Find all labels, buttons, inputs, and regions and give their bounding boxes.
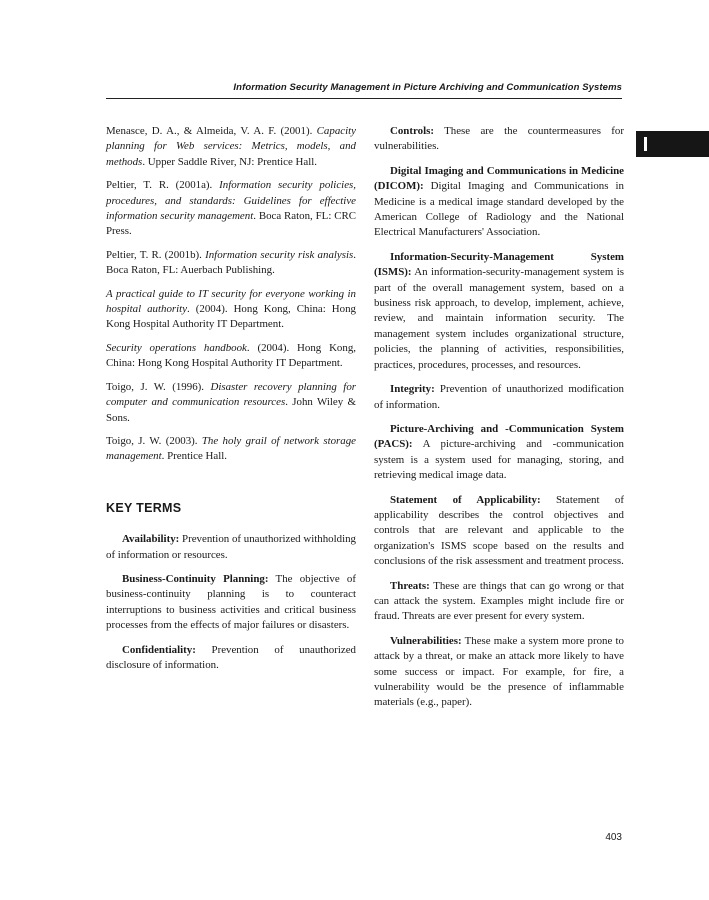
- reference-publisher: . (2004). Hong Kong, China: Hong Kong Hospital Authority IT Department.: [106, 341, 356, 370]
- term-name: Vulnerabilities:: [390, 634, 462, 647]
- key-term: [374, 124, 624, 155]
- term-name: Digital Imaging and Communications in Medicine (DICOM):: [374, 164, 624, 193]
- term-definition: Digital Imaging and Communications in Medicine is a medical image standard developed by the American College of Radiology and the National Electrical Manufacturers' Association.: [374, 180, 624, 239]
- reference-publisher: . John Wiley & Sons.: [106, 396, 356, 424]
- term-definition: An information-security-management system is part of the overall management system, based on a business risk approach, to develop, implement, achieve, review, and maintain information security. The management system includes organizational structure, policies, the planning of activities, responsibilities, practices, procedures, processes, and resources.: [374, 266, 624, 371]
- term-name: Confidentiality:: [122, 643, 196, 656]
- reference-publisher: . Boca Raton, FL: Auerbach Publishing.: [106, 248, 356, 277]
- reference-entry: [106, 124, 356, 170]
- term-definition: Prevention of unauthorized modification of information.: [374, 383, 624, 411]
- term-name: Threats:: [390, 579, 430, 592]
- reference-publisher: . Prentice Hall.: [161, 450, 227, 463]
- reference-entry: [106, 434, 356, 465]
- key-term: [374, 579, 624, 625]
- term-name: Statement of Applicability:: [390, 493, 541, 506]
- term-definition: Prevention of unauthorized withholding of information or resources.: [106, 533, 356, 561]
- key-term: [106, 572, 356, 634]
- reference-publisher: . (2004). Hong Kong, China: Hong Kong Hospital Authority IT Department.: [106, 303, 356, 331]
- term-definition: The objective of business-continuity planning is to counteract interruptions to business activities and critical business processes from the effects of major failures or disasters.: [106, 572, 356, 632]
- key-terms-heading: KEY TERMS: [106, 500, 182, 515]
- reference-authors: Peltier, T. R. (2001a).: [106, 179, 220, 192]
- thumb-tab-notch: [644, 137, 647, 151]
- key-term: [374, 382, 624, 413]
- reference-authors: Menasce, D. A., & Almeida, V. A. F. (2001).: [106, 125, 317, 137]
- term-definition: These make a system more prone to attack by a threat, or make an attack more likely to have some success or impact. For example, for fire, a vulnerability would be the presence of inflammable materials (e.g., paper).: [374, 634, 624, 709]
- reference-entry: [106, 178, 356, 240]
- reference-title: Security operations handbook: [106, 341, 247, 354]
- reference-title: The holy grail of network storage management: [106, 434, 357, 463]
- term-name: Integrity:: [390, 383, 435, 396]
- reference-entry: [106, 287, 356, 333]
- term-definition: These are things that can go wrong or that can attack the system. Examples might include fire or fraud. Threats are ever present for every system.: [374, 579, 624, 623]
- reference-title: Information security policies, procedures, and standards: Guidelines for effective information security management: [106, 179, 356, 223]
- reference-authors: Toigo, J. W. (2003).: [106, 434, 202, 447]
- reference-entry: [106, 341, 356, 372]
- key-term: [374, 422, 624, 484]
- reference-publisher: . Boca Raton, FL: CRC Press.: [106, 210, 356, 238]
- page-number: 403: [605, 832, 622, 843]
- reference-entry: [106, 380, 356, 426]
- term-definition: Statement of applicability describes the control objectives and controls that are relevant and applicable to the organization's ISMS scope based on the results and conclusions of the risk assessment and treatment process.: [374, 493, 624, 568]
- term-name: Availability:: [122, 533, 180, 546]
- right-column: [374, 124, 624, 720]
- term-definition: Prevention of unauthorized disclosure of information.: [106, 643, 356, 671]
- reference-authors: Peltier, T. R. (2001b).: [106, 248, 206, 261]
- key-term: [374, 164, 624, 241]
- term-name: Information-Security-Management System (ISMS):: [374, 250, 624, 279]
- running-header: Information Security Management in Picture Archiving and Communication Systems: [233, 82, 622, 93]
- key-term: [374, 250, 624, 373]
- term-definition: These are the countermeasures for vulnerabilities.: [374, 125, 624, 153]
- reference-title: Information security risk analysis: [205, 248, 354, 261]
- term-definition: A picture-archiving and -communication system is a system used for managing, storing, and retrieving medical image data.: [374, 438, 624, 482]
- reference-title: Capacity planning for Web services: Metrics, models, and methods: [106, 125, 356, 168]
- term-name: Business-Continuity Planning:: [122, 572, 269, 585]
- reference-title: Disaster recovery planning for computer and communication resources: [106, 380, 356, 409]
- left-column: [106, 124, 356, 682]
- reference-publisher: . Upper Saddle River, NJ: Prentice Hall.: [142, 155, 317, 168]
- key-term: [374, 634, 624, 711]
- reference-authors: Toigo, J. W. (1996).: [106, 380, 211, 393]
- reference-title: A practical guide to IT security for everyone working in hospital authority: [106, 287, 356, 316]
- term-name: Picture-Archiving and -Communication System (PACS):: [374, 422, 624, 451]
- header-rule: [106, 98, 622, 99]
- reference-entry: [106, 248, 356, 279]
- key-term: [106, 643, 356, 674]
- key-term: [106, 532, 356, 563]
- key-term: [374, 493, 624, 570]
- section-thumb-tab: [636, 131, 709, 157]
- term-name: Controls:: [390, 125, 434, 137]
